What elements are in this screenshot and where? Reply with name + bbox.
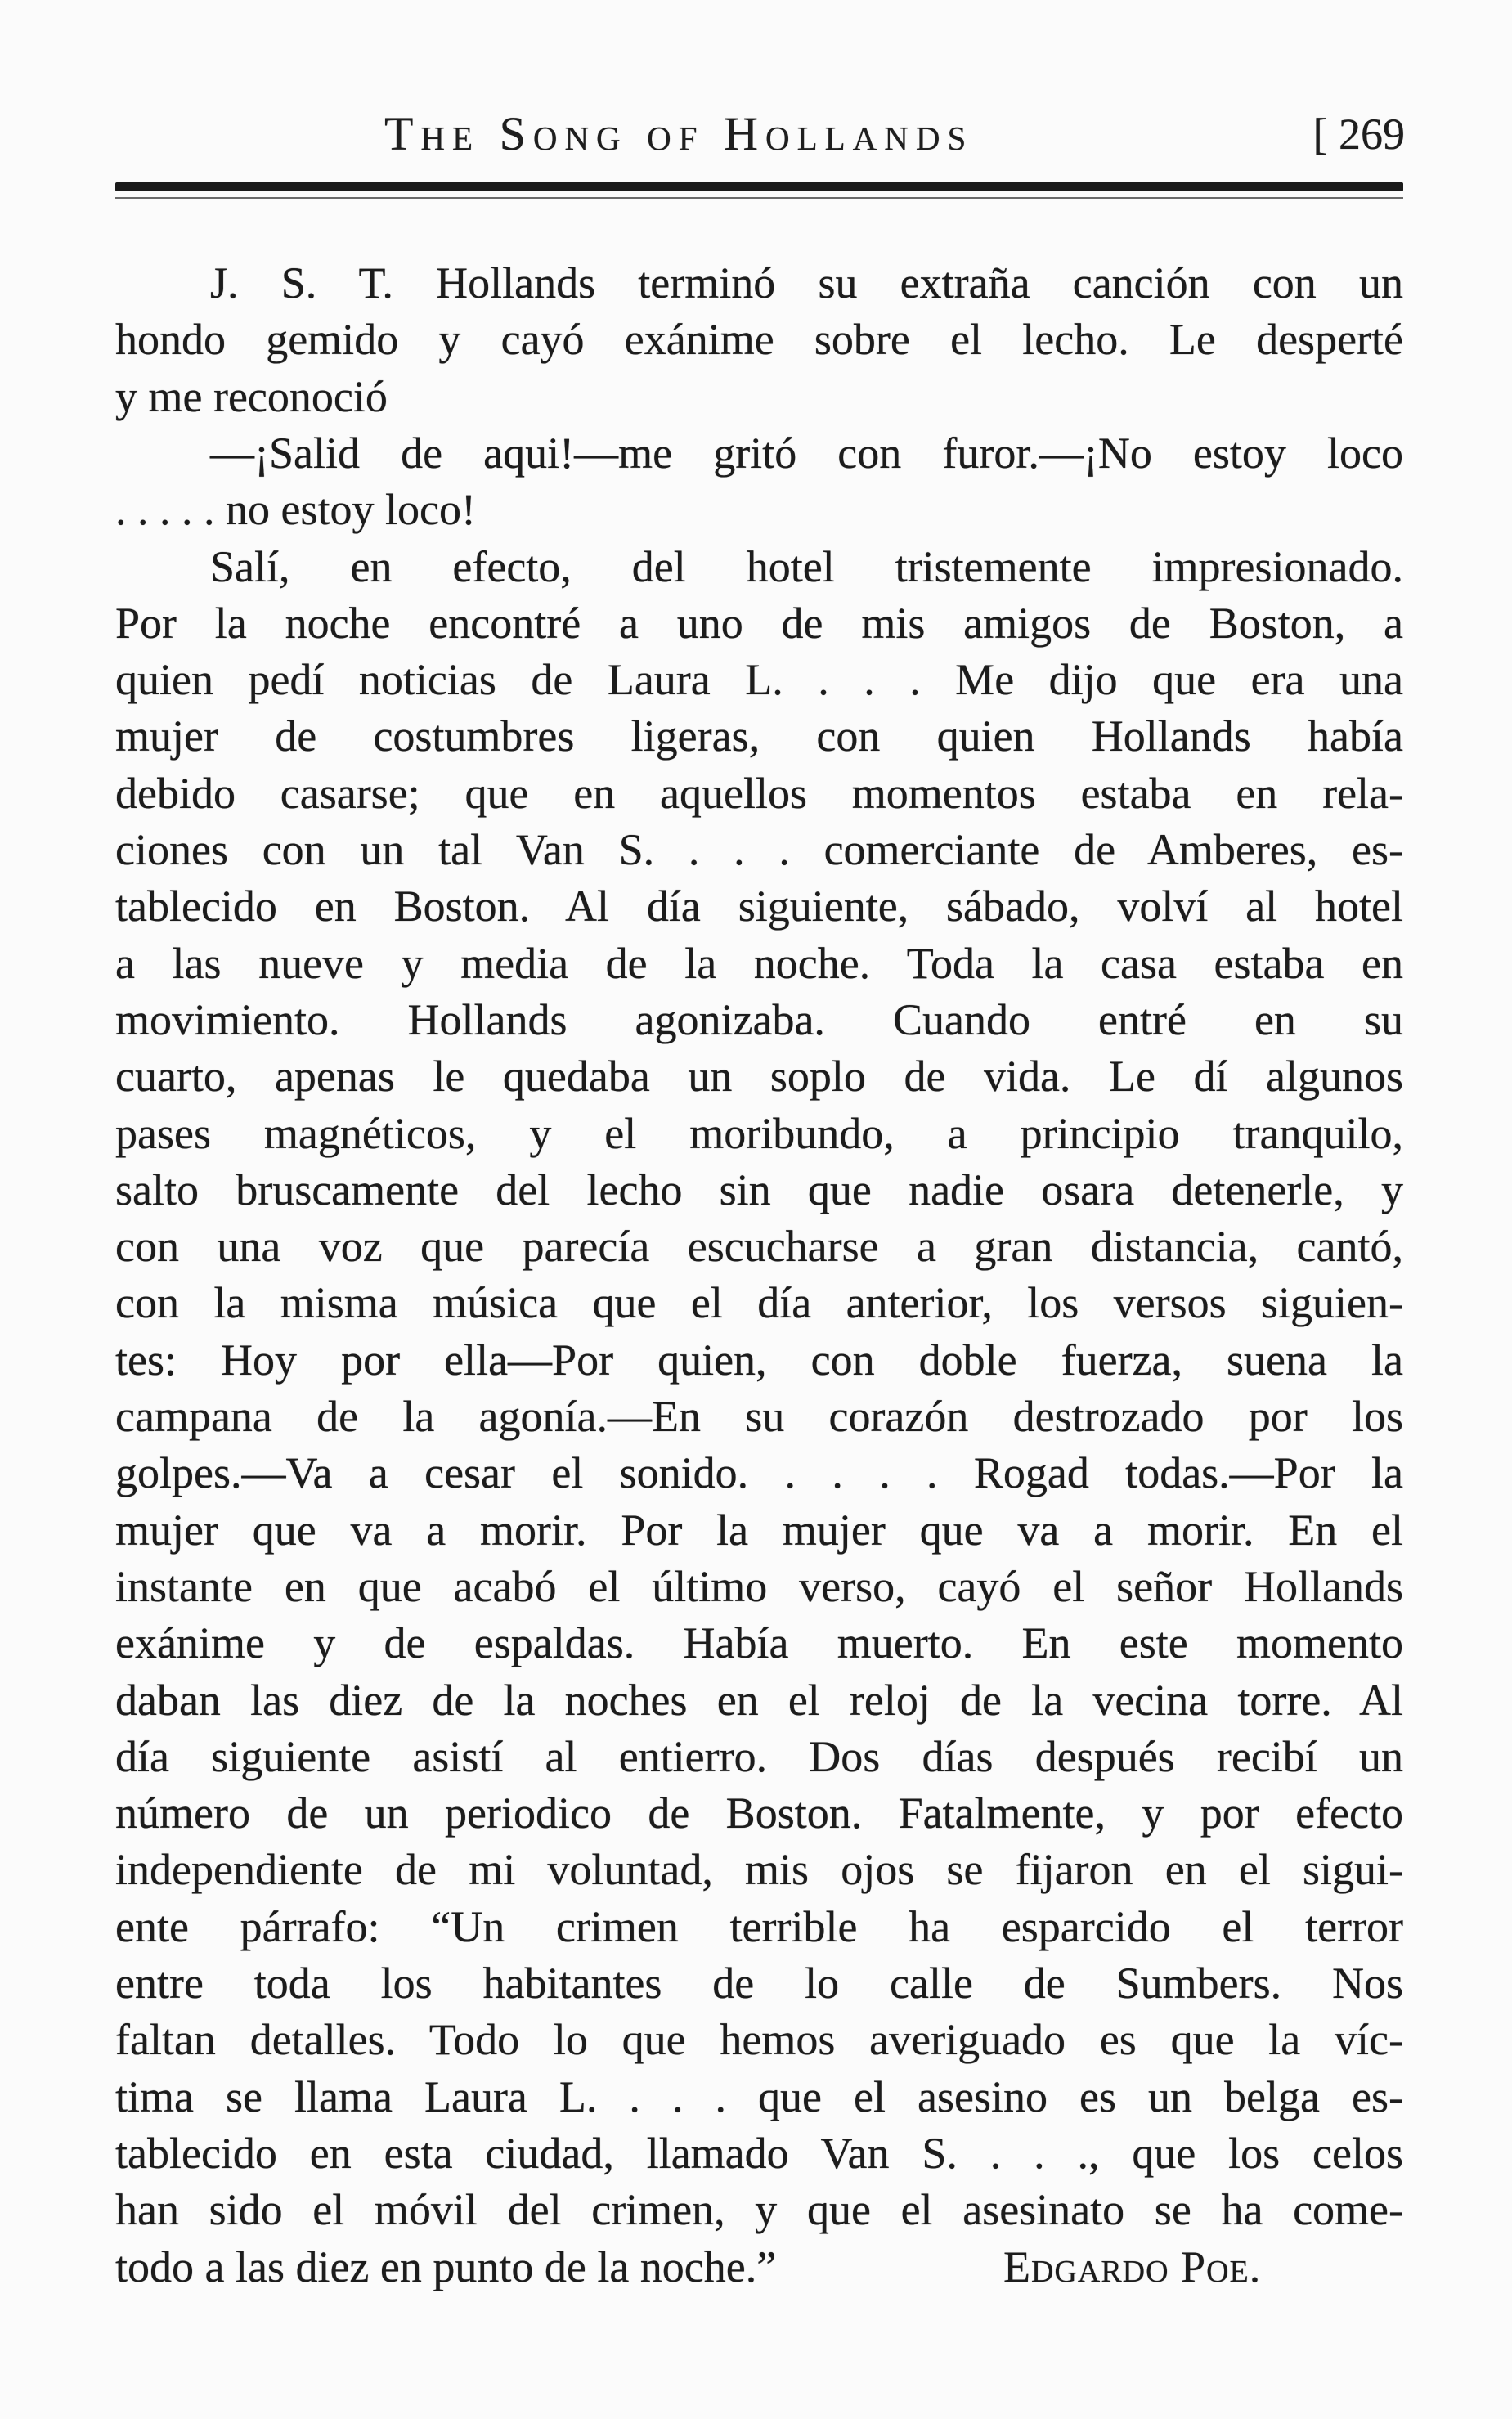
text-line-content: golpes.—Va a cesar el sonido. . . . . Rogad todas.—Por la bbox=[115, 1448, 1403, 1498]
text-line-content: con la misma música que el día anterior, los versos siguien- bbox=[115, 1278, 1403, 1328]
text-line-content: ciones con un tal Van S. . . . comerciante de Amberes, es- bbox=[115, 825, 1403, 874]
text-line bbox=[115, 2182, 1403, 2238]
text-line bbox=[115, 482, 1403, 538]
author-signature: Edgardo Poe. bbox=[1003, 2242, 1262, 2291]
text-line-content: tima se llama Laura L. . . . que el asesino es un belga es- bbox=[115, 2071, 1403, 2121]
text-line-content: y me reconoció bbox=[115, 371, 388, 421]
text-line bbox=[115, 1048, 1403, 1105]
text-line-content: faltan detalles. Todo lo que hemos averiguado es que la víc- bbox=[115, 2015, 1403, 2065]
text-line bbox=[115, 1106, 1403, 1162]
text-line-content: campana de la agonía.—En su corazón destrozado por los bbox=[115, 1392, 1403, 1441]
text-line bbox=[115, 1615, 1403, 1672]
text-line-content: instante en que acabó el último verso, cayó el señor Hollands bbox=[115, 1561, 1403, 1611]
text-line-content: mujer que va a morir. Por la mujer que va a morir. En el bbox=[115, 1505, 1403, 1555]
text-line bbox=[115, 1218, 1403, 1275]
text-line bbox=[115, 1899, 1403, 1955]
text-line-content: debido casarse; que en aquellos momentos estaba en rela- bbox=[115, 768, 1403, 818]
text-line bbox=[115, 822, 1403, 878]
text-line bbox=[115, 2012, 1403, 2068]
text-line-content: movimiento. Hollands agonizaba. Cuando entré en su bbox=[115, 994, 1403, 1044]
text-line-content: —¡Salid de aqui!—me gritó con furor.—¡No estoy loco bbox=[210, 428, 1403, 478]
text-line-content: tes: Hoy por ella—Por quien, con doble fuerza, suena la bbox=[115, 1335, 1403, 1385]
page-number: [ 269 bbox=[1312, 110, 1405, 159]
text-line bbox=[115, 425, 1403, 482]
text-line bbox=[115, 2069, 1403, 2125]
text-line-content: Por la noche encontré a uno de mis amigos de Boston, a bbox=[115, 598, 1403, 648]
text-line-content: salto bruscamente del lecho sin que nadie osara detenerle, y bbox=[115, 1165, 1403, 1214]
text-line bbox=[115, 1559, 1403, 1615]
text-line bbox=[115, 255, 1403, 312]
text-line-content: exánime y de espaldas. Había muerto. En este momento bbox=[115, 1618, 1403, 1668]
text-line-content: ente párrafo: “Un crimen terrible ha esparcido el terror bbox=[115, 1901, 1403, 1951]
text-line-content: pases magnéticos, y el moribundo, a principio tranquilo, bbox=[115, 1108, 1403, 1158]
text-line-content: entre toda los habitantes de lo calle de Sumbers. Nos bbox=[115, 1959, 1403, 2008]
text-line-content: daban las diez de la noches en el reloj de la vecina torre. Al bbox=[115, 1675, 1403, 1725]
text-line-content: día siguiente asistí al entierro. Dos días después recibí un bbox=[115, 1731, 1403, 1781]
body-text bbox=[115, 0, 1403, 2419]
text-line bbox=[115, 1955, 1403, 2012]
text-line bbox=[115, 765, 1403, 822]
text-line bbox=[115, 878, 1403, 935]
text-line-content: a las nueve y media de la noche. Toda la casa estaba en bbox=[115, 938, 1403, 988]
text-line-content: mujer de costumbres ligeras, con quien Hollands había bbox=[115, 711, 1403, 761]
text-line bbox=[115, 1785, 1403, 1842]
text-line bbox=[115, 708, 1403, 765]
text-line-content: todo a las diez en punto de la noche.” bbox=[115, 2242, 777, 2291]
text-line bbox=[115, 936, 1403, 992]
text-line-content: con una voz que parecía escucharse a gran distancia, cantó, bbox=[115, 1222, 1403, 1272]
text-line bbox=[115, 1389, 1403, 1445]
text-line bbox=[115, 369, 1403, 425]
text-line-content: cuarto, apenas le quedaba un soplo de vida. Le dí algunos bbox=[115, 1052, 1403, 1102]
text-line-content: número de un periodico de Boston. Fatalmente, y por efecto bbox=[115, 1788, 1403, 1838]
text-line bbox=[115, 1332, 1403, 1389]
text-line bbox=[115, 1275, 1403, 1331]
text-line-content: Salí, en efecto, del hotel tristemente impresionado. bbox=[210, 541, 1403, 591]
text-line bbox=[115, 1162, 1403, 1218]
text-line-content: quien pedí noticias de Laura L. . . . Me dijo que era una bbox=[115, 655, 1403, 705]
text-line bbox=[115, 1842, 1403, 1898]
text-line bbox=[115, 595, 1403, 652]
text-line bbox=[115, 539, 1403, 595]
text-line bbox=[115, 652, 1403, 708]
text-line-content: J. S. T. Hollands terminó su extraña canción con un bbox=[210, 258, 1403, 307]
text-line-content: independiente de mi voluntad, mis ojos se fijaron en el sigui- bbox=[115, 1845, 1403, 1895]
text-line bbox=[115, 1672, 1403, 1729]
text-line bbox=[115, 312, 1403, 368]
text-line-content: han sido el móvil del crimen, y que el asesinato se ha come- bbox=[115, 2185, 1403, 2235]
text-line-content: hondo gemido y cayó exánime sobre el lecho. Le desperté bbox=[115, 315, 1403, 365]
text-line-content: tablecido en Boston. Al día siguiente, sábado, volví al hotel bbox=[115, 882, 1403, 931]
text-line bbox=[115, 1729, 1403, 1785]
text-line-content: tablecido en esta ciudad, llamado Van S. . . ., que los celos bbox=[115, 2128, 1403, 2178]
text-line-content: . . . . . no estoy loco! bbox=[115, 485, 476, 535]
text-line bbox=[115, 1445, 1403, 1501]
text-line bbox=[115, 2239, 1403, 2296]
text-line bbox=[115, 2125, 1403, 2182]
text-line bbox=[115, 1502, 1403, 1559]
text-line bbox=[115, 992, 1403, 1048]
running-title: The Song of Hollands bbox=[384, 107, 974, 160]
